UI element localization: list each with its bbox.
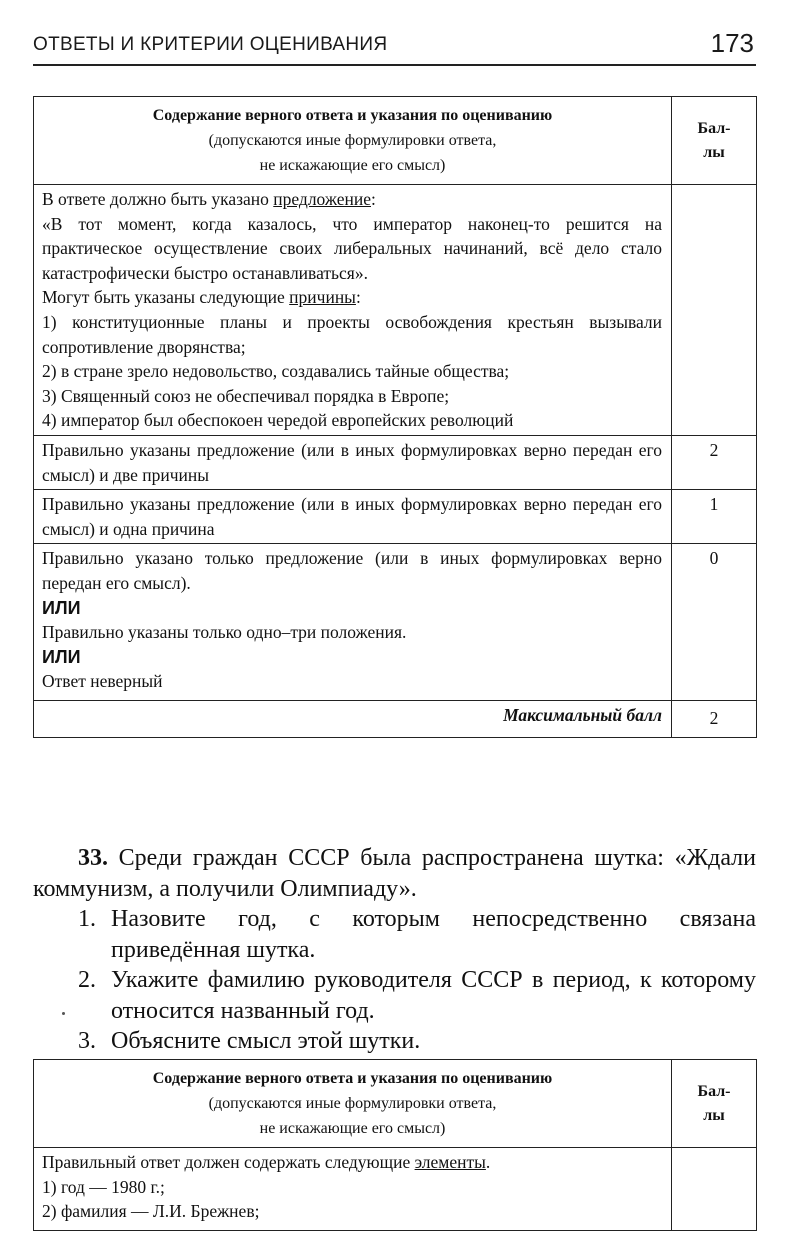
criteria-table-33 <box>33 1059 757 1231</box>
max-score-label: Максимальный балл <box>34 700 672 737</box>
header-bold-text: Содержание верного ответа и указания по оцениванию <box>152 1070 553 1087</box>
question-number: 33. <box>78 845 108 871</box>
answer-content-row <box>34 185 757 436</box>
answer-content-cell <box>34 185 672 436</box>
quote-text: «В тот момент, когда казалось, что император наконец-то решится на практическое осуществление своих либеральных начинаний, всё дело стало катастрофически быстро останавливаться». <box>42 213 662 283</box>
print-speck <box>62 1012 65 1015</box>
criterion-score: 0 <box>672 544 757 701</box>
table-header-row <box>34 97 757 185</box>
reason-item: 1) конституционные планы и проекты освобождения крестьян вызывали сопротивление дворянства; <box>42 311 662 357</box>
underlined-term: предложение <box>273 189 371 209</box>
criterion-row <box>34 544 757 701</box>
page-header <box>33 28 756 66</box>
score-cell <box>672 185 757 436</box>
criterion-zero-cell <box>34 544 672 701</box>
list-item: 2. Укажите фамилию руководителя СССР в период, к которому относится названный год. <box>78 967 756 1024</box>
max-score-row <box>34 700 757 737</box>
header-note-2: не искажающие его смысл) <box>259 1120 446 1137</box>
reason-item: 2) в стране зрело недовольство, создавались тайные общества; <box>42 361 510 382</box>
elements-instruction: Правильный ответ должен содержать следующие элементы. <box>42 1152 491 1172</box>
answer-content-cell <box>34 1148 672 1231</box>
question-intro: 33. Среди граждан СССР была распространена шутка: «Ждали коммунизм, а получили Олимпиаду». <box>33 845 757 902</box>
list-item: 3. Объясните смысл этой шутки. <box>78 1028 421 1054</box>
list-item: 1. Назовите год, с которым непосредственно связана приведённая шутка. <box>78 906 756 963</box>
question-items <box>33 904 756 1057</box>
or-label: ИЛИ <box>42 646 81 667</box>
table-header-row <box>34 1060 757 1148</box>
header-note-1: (допускаются иные формулировки ответа, <box>208 132 497 149</box>
criterion-text: Правильно указаны предложение (или в иных формулировках верно передан его смысл) и две причины <box>34 435 672 489</box>
answer-element: 2) фамилия — Л.И. Брежнев; <box>42 1201 260 1222</box>
criterion-text: Правильно указаны только одно–три положения. <box>42 622 407 643</box>
or-label: ИЛИ <box>42 597 81 618</box>
header-note-1: (допускаются иные формулировки ответа, <box>208 1095 497 1112</box>
header-bold-text: Содержание верного ответа и указания по оцениванию <box>152 107 553 124</box>
answer-content-row <box>34 1148 757 1231</box>
criterion-text: Правильно указано только предложение (или в иных формулировках верно передан его смысл). <box>42 548 662 593</box>
points-column-header: Бал- лы <box>672 1060 757 1148</box>
max-score-value: 2 <box>672 700 757 737</box>
page-number: 173 <box>710 28 754 58</box>
content-column-header <box>34 97 672 185</box>
score-cell <box>672 1148 757 1231</box>
criterion-row <box>34 490 757 544</box>
reason-item: 3) Священный союз не обеспечивал порядка в Европе; <box>42 385 450 406</box>
criteria-table-32 <box>33 96 757 738</box>
answer-element: 1) год — 1980 г.; <box>42 1176 165 1197</box>
content-column-header <box>34 1060 672 1148</box>
criterion-row <box>34 435 757 489</box>
points-column-header: Бал- лы <box>672 97 757 185</box>
sentence-instruction: В ответе должно быть указано предложение: <box>42 189 376 209</box>
reasons-instruction: Могут быть указаны следующие причины: <box>42 287 361 308</box>
criterion-text: Правильно указаны предложение (или в иных формулировках верно передан его смысл) и одна причина <box>34 490 672 544</box>
reason-item: 4) император был обеспокоен чередой европейских революций <box>42 410 514 431</box>
underlined-term: причины <box>289 287 356 308</box>
running-title: ОТВЕТЫ И КРИТЕРИИ ОЦЕНИВАНИЯ <box>33 34 388 55</box>
criterion-score: 1 <box>672 490 757 544</box>
question-33 <box>33 843 756 1057</box>
header-note-2: не искажающие его смысл) <box>259 157 446 174</box>
criterion-text: Ответ неверный <box>42 671 163 692</box>
underlined-term: элементы <box>414 1152 486 1172</box>
criterion-score: 2 <box>672 435 757 489</box>
